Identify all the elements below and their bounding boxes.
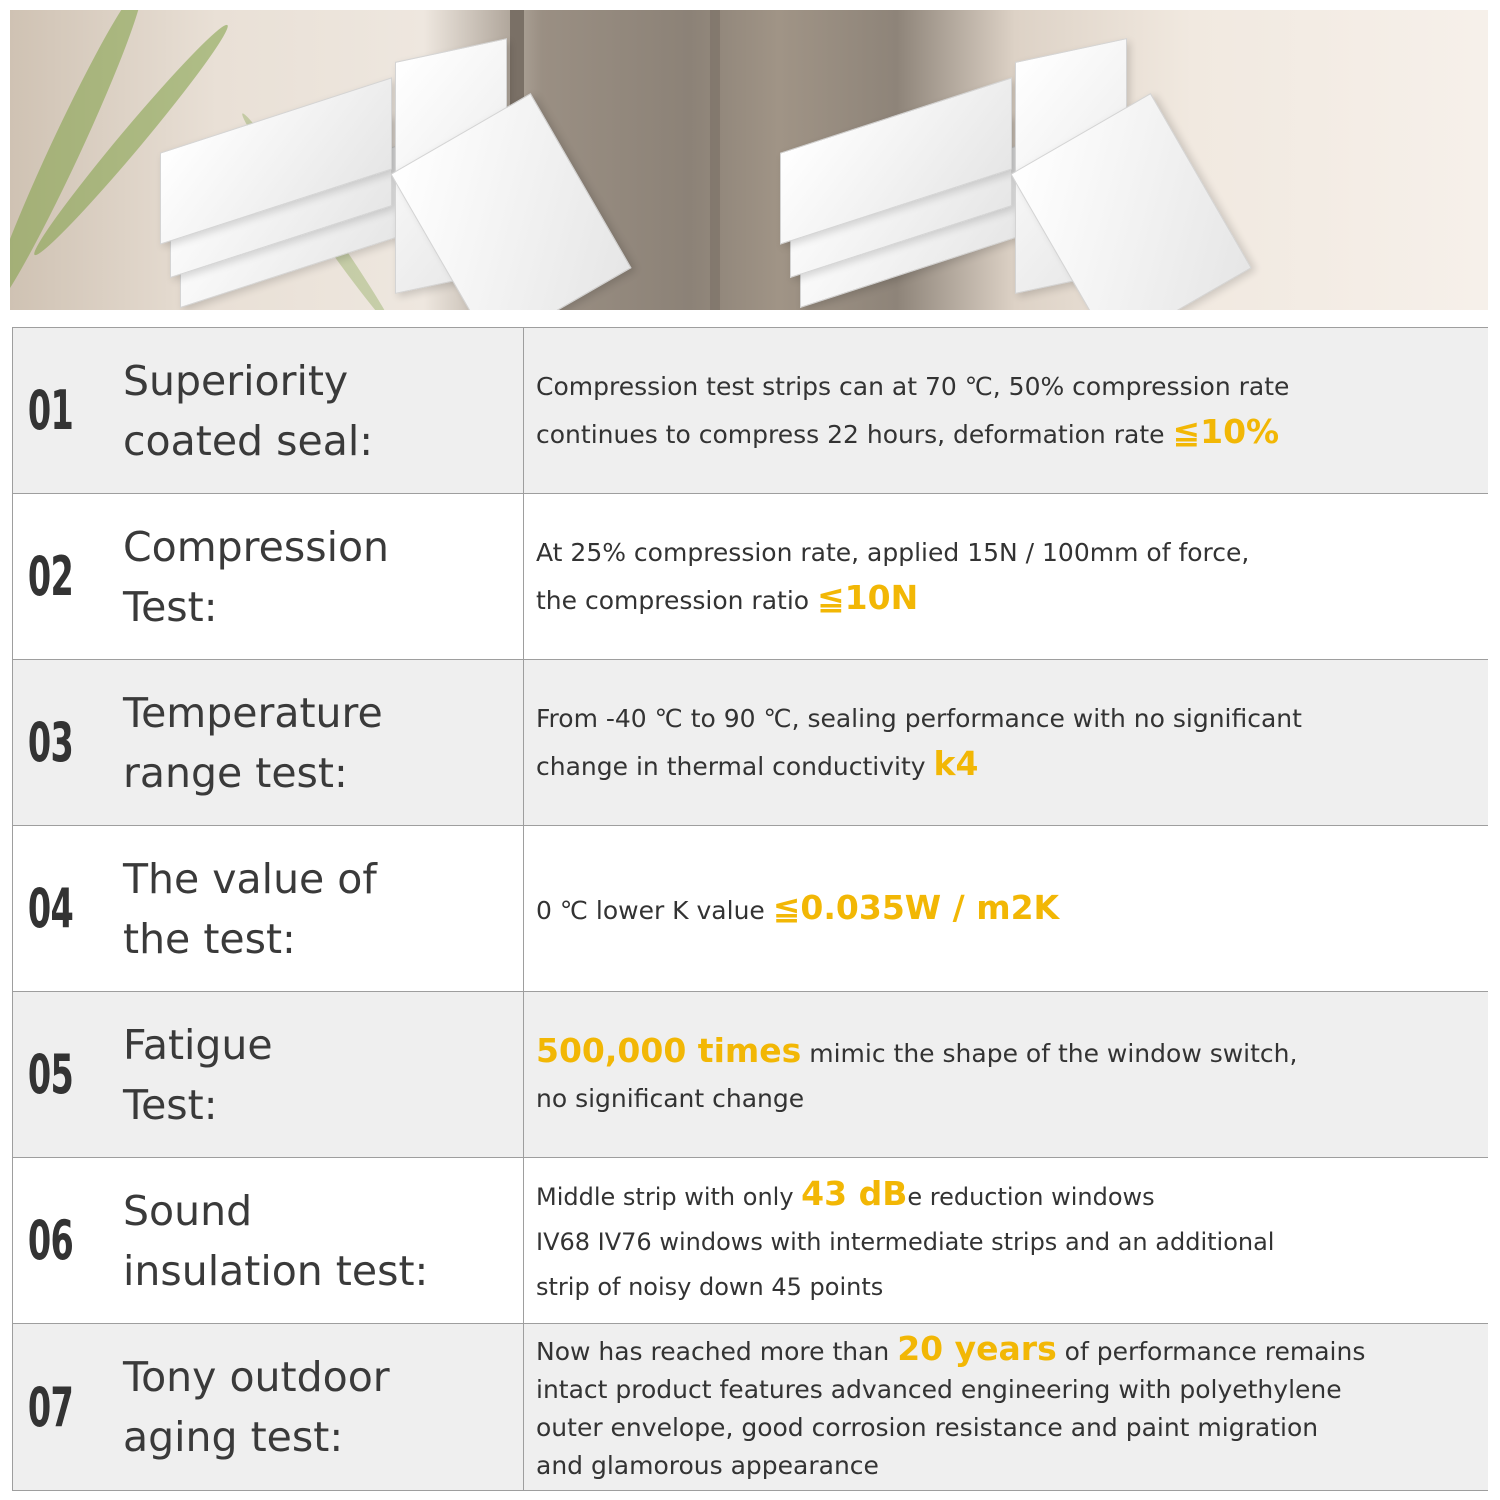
- row-label: [123, 683, 383, 803]
- row-label: [123, 351, 373, 471]
- row-desc-cell: [524, 1158, 1488, 1323]
- desc-text: mimic the shape of the window switch,: [801, 1039, 1298, 1068]
- row-label: [123, 517, 389, 637]
- row-description: [536, 364, 1289, 457]
- desc-line: [536, 1028, 1297, 1076]
- row-number: 07: [27, 1375, 74, 1439]
- row-label-line: Compression: [123, 522, 390, 571]
- desc-line: no significant change: [536, 1084, 805, 1113]
- desc-text: Now has reached more than: [536, 1336, 898, 1366]
- row-desc-cell: [524, 1324, 1488, 1490]
- row-description: [536, 885, 1059, 933]
- row-title-cell: [13, 826, 524, 991]
- row-label: [123, 1347, 390, 1467]
- desc-text: change in thermal conductivity: [536, 752, 934, 781]
- row-label-line: the test:: [123, 914, 296, 963]
- row-number: 06: [27, 1209, 74, 1272]
- desc-text: the compression ratio: [536, 586, 818, 615]
- row-title-cell: [13, 1158, 524, 1323]
- table-row: [13, 660, 1488, 826]
- desc-line: strip of noisy down 45 points: [536, 1273, 884, 1301]
- row-number: 05: [27, 1043, 74, 1106]
- row-title-cell: [13, 660, 524, 825]
- highlight-value: k4: [933, 744, 979, 783]
- row-number: 02: [27, 545, 74, 608]
- desc-line: From -40 ℃ to 90 ℃, sealing performance with no significant: [536, 704, 1302, 733]
- row-label-line: Temperature: [123, 688, 383, 737]
- product-hero-image: [10, 10, 1488, 310]
- desc-text: 0 ℃ lower K value: [536, 895, 773, 925]
- row-label-line: coated seal:: [123, 416, 374, 465]
- table-row: [13, 826, 1488, 992]
- desc-line: and glamorous appearance: [536, 1450, 879, 1480]
- row-desc-cell: [524, 660, 1488, 825]
- row-desc-cell: [524, 992, 1488, 1157]
- desc-line: [536, 1171, 1274, 1220]
- desc-line: [536, 1330, 1365, 1371]
- row-label: [123, 1181, 428, 1301]
- row-description: [536, 696, 1302, 789]
- row-title-cell: [13, 1324, 524, 1490]
- table-row: [13, 328, 1488, 494]
- row-label-line: Test:: [123, 1080, 218, 1129]
- row-description: [536, 1330, 1365, 1485]
- row-number: 04: [27, 877, 74, 940]
- highlight-value: ≦10N: [817, 578, 919, 617]
- desc-line: [536, 575, 1249, 623]
- desc-text: Middle strip with only: [536, 1183, 802, 1211]
- desc-line: Compression test strips can at 70 ℃, 50% compression rate: [536, 372, 1290, 401]
- table-row: [13, 1158, 1488, 1324]
- row-title-cell: [13, 494, 524, 659]
- row-desc-cell: [524, 826, 1488, 991]
- table-row: [13, 1324, 1488, 1491]
- spec-table: [12, 327, 1488, 1491]
- row-title-cell: [13, 992, 524, 1157]
- row-description: [536, 1171, 1274, 1310]
- desc-text: of performance remains: [1056, 1336, 1366, 1366]
- plant-leaf: [10, 10, 155, 310]
- row-description: [536, 530, 1249, 623]
- highlight-value: 43 dB: [801, 1174, 908, 1213]
- row-desc-cell: [524, 328, 1488, 493]
- row-description: [536, 1028, 1297, 1121]
- desc-line: At 25% compression rate, applied 15N / 100mm of force,: [536, 538, 1250, 567]
- row-number: 03: [27, 711, 74, 774]
- desc-line: outer envelope, good corrosion resistance and paint migration: [536, 1412, 1319, 1442]
- desc-line: IV68 IV76 windows with intermediate strips and an additional: [536, 1228, 1275, 1256]
- desc-line: intact product features advanced engineering with polyethylene: [536, 1374, 1342, 1404]
- row-label-line: Fatigue: [123, 1020, 273, 1069]
- row-desc-cell: [524, 494, 1488, 659]
- desc-line: [536, 409, 1289, 457]
- row-label-line: The value of: [123, 854, 377, 903]
- highlight-value: 500,000 times: [536, 1031, 802, 1070]
- row-label-line: insulation test:: [123, 1246, 429, 1295]
- desc-line: [536, 741, 1302, 789]
- highlight-value: ≦10%: [1172, 412, 1280, 451]
- row-number: 01: [27, 379, 74, 442]
- row-label-line: Superiority: [123, 356, 349, 405]
- highlight-value: ≦0.035W / m2K: [772, 887, 1060, 927]
- table-row: [13, 494, 1488, 660]
- window-frame: [710, 10, 720, 310]
- row-title-cell: [13, 328, 524, 493]
- desc-line: [536, 885, 1059, 933]
- row-label-line: aging test:: [123, 1413, 344, 1461]
- row-label: [123, 1015, 273, 1135]
- row-label-line: Test:: [123, 582, 218, 631]
- desc-text: e reduction windows: [907, 1183, 1155, 1211]
- highlight-value: 20 years: [897, 1328, 1057, 1368]
- row-label: [123, 849, 377, 969]
- desc-text: continues to compress 22 hours, deformation rate: [536, 420, 1173, 449]
- table-row: [13, 992, 1488, 1158]
- row-label-line: Tony outdoor: [123, 1353, 390, 1401]
- row-label-line: range test:: [123, 748, 348, 797]
- row-label-line: Sound: [123, 1186, 253, 1235]
